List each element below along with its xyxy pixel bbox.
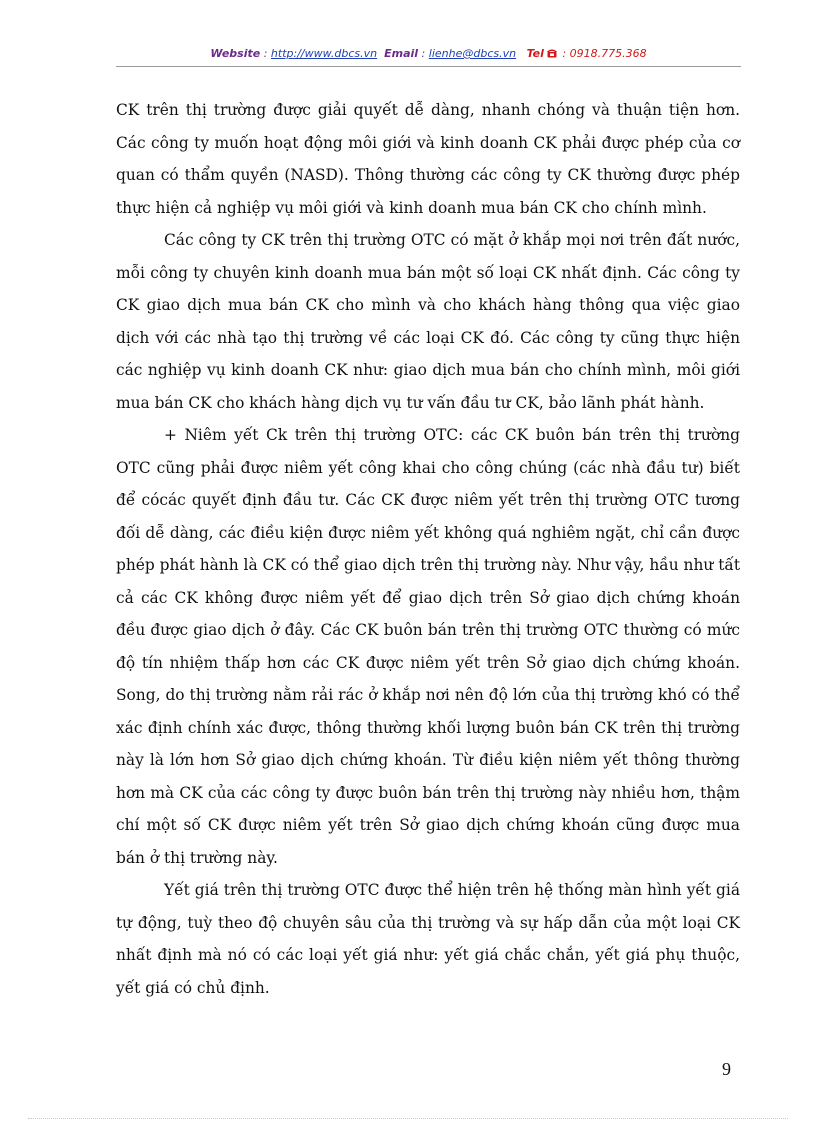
page-header: [116, 44, 741, 67]
email-separator: :: [418, 47, 429, 60]
email-label: Email: [384, 47, 419, 60]
tel-separator: :: [558, 47, 570, 60]
page-bottom-border: [28, 1118, 788, 1119]
page-number: 9: [722, 1059, 731, 1079]
paragraph-2: Các công ty CK trên thị trường OTC có mặt ở khắp mọi nơi trên đất nước, mỗi công ty chuyên kinh doanh mua bán một số loại CK nhất định. Các công ty CK giao dịch mua bán CK cho mình và cho khách hàng thông qua việc giao dịch với các nhà tạo thị trường về các loại CK đó. Các công ty cũng thực hiện các nghiệp vụ kinh doanh CK như: giao dịch mua bán cho chính mình, môi giới mua bán CK cho khách hàng dịch vụ tư vấn đầu tư CK, bảo lãnh phát hành.: [116, 231, 740, 412]
email-link[interactable]: lienhe@dbcs.vn: [428, 47, 517, 60]
tel-label: Tel: [526, 47, 544, 60]
paragraph-1: CK trên thị trường được giải quyết dễ dàng, nhanh chóng và thuận tiện hơn. Các công ty muốn hoạt động môi giới và kinh doanh CK phải được phép của cơ quan có thẩm quyền (NASD). Thông thường các công ty CK thường được phép thực hiện cả nghiệp vụ môi giới và kinh doanh mua bán CK cho chính mình.: [116, 101, 740, 217]
website-separator: :: [260, 47, 271, 60]
telephone-icon: [547, 49, 557, 58]
website-label: Website: [210, 47, 261, 60]
website-link[interactable]: http://www.dbcs.vn: [270, 47, 378, 60]
phone-number[interactable]: 0918.775.368: [569, 47, 647, 60]
paragraph-3: + Niêm yết Ck trên thị trường OTC: các CK buôn bán trên thị trường OTC cũng phải được niêm yết công khai cho công chúng (các nhà đầu tư) biết để cócác quyết định đầu tư. Các CK được niêm yết trên thị trường OTC tương đối dễ dàng, các điều kiện được niêm yết không quá nghiêm ngặt, chỉ cần được phép phát hành là CK có thể giao dịch trên thị trường này. Như vậy, hầu như tất cả các CK không được niêm yết để giao dịch trên Sở giao dịch chứng khoán đều được giao dịch ở đây. Các CK buôn bán trên thị trường OTC thường có mức độ tín nhiệm thấp hơn các CK được niêm yết trên Sở giao dịch chứng khoán. Song, do thị trường nằm rải rác ở khắp nơi nên độ lớn của thị trường khó có thể xác định chính xác được, thông thường khối lượng buôn bán CK trên thị trường này là lớn hơn Sở giao dịch chứng khoán. Từ điều kiện niêm yết thông thường hơn mà CK của các công ty được buôn bán trên thị trường này nhiều hơn, thậm chí một số CK được niêm yết trên Sở giao dịch chứng khoán cũng được mua bán ở thị trường này.: [116, 426, 740, 867]
document-body: [116, 94, 740, 1004]
paragraph-4: Yết giá trên thị trường OTC được thể hiện trên hệ thống màn hình yết giá tự động, tuỳ theo độ chuyên sâu của thị trường và sự hấp dẫn của một loại CK nhất định mà nó có các loại yết giá như: yết giá chắc chắn, yết giá phụ thuộc, yết giá có chủ định.: [116, 881, 740, 997]
